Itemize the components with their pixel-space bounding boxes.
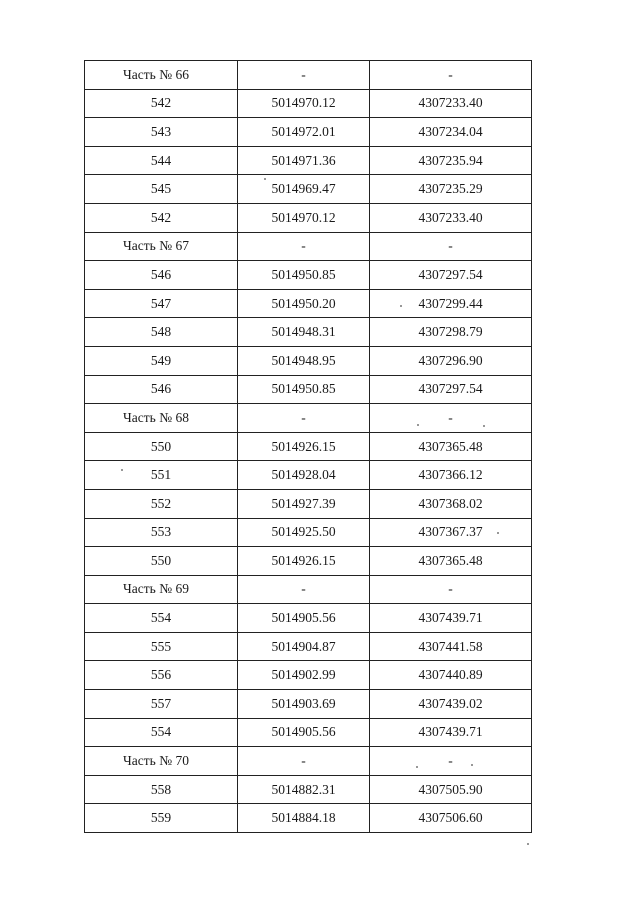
table-row — [85, 89, 532, 118]
table-row — [85, 690, 532, 719]
table-row — [85, 461, 532, 490]
part-header-row — [85, 232, 532, 261]
scan-speck — [264, 178, 266, 180]
coordinate-y: 4307299.44 — [370, 289, 532, 318]
point-number: 552 — [85, 489, 238, 518]
point-number: 558 — [85, 775, 238, 804]
coordinate-x: 5014950.85 — [238, 375, 370, 404]
table-row — [85, 175, 532, 204]
coordinate-x: 5014902.99 — [238, 661, 370, 690]
coordinate-x: - — [238, 747, 370, 776]
coordinate-x: 5014948.31 — [238, 318, 370, 347]
scan-speck — [527, 843, 529, 845]
coordinate-x: - — [238, 232, 370, 261]
coordinate-y: 4307367.37 — [370, 518, 532, 547]
table-row — [85, 632, 532, 661]
point-number: 559 — [85, 804, 238, 833]
table-row — [85, 661, 532, 690]
coordinates-table-body — [85, 61, 532, 833]
point-number: 546 — [85, 261, 238, 290]
table-row — [85, 289, 532, 318]
part-label: Часть № 68 — [85, 404, 238, 433]
point-number: 549 — [85, 346, 238, 375]
coordinate-y: 4307440.89 — [370, 661, 532, 690]
part-label: Часть № 70 — [85, 747, 238, 776]
point-number: 548 — [85, 318, 238, 347]
coordinate-y: 4307297.54 — [370, 375, 532, 404]
coordinate-y: 4307235.29 — [370, 175, 532, 204]
table-row — [85, 518, 532, 547]
scan-speck — [483, 425, 485, 427]
point-number: 547 — [85, 289, 238, 318]
table-row — [85, 203, 532, 232]
table-row — [85, 375, 532, 404]
coordinate-x: - — [238, 61, 370, 90]
coordinate-x: 5014905.56 — [238, 718, 370, 747]
point-number: 542 — [85, 89, 238, 118]
point-number: 557 — [85, 690, 238, 719]
point-number: 544 — [85, 146, 238, 175]
scan-speck — [400, 305, 402, 307]
point-number: 542 — [85, 203, 238, 232]
scan-speck — [416, 766, 418, 768]
table-row — [85, 432, 532, 461]
coordinate-x: 5014950.85 — [238, 261, 370, 290]
coordinate-x: 5014927.39 — [238, 489, 370, 518]
part-header-row — [85, 404, 532, 433]
point-number: 545 — [85, 175, 238, 204]
coordinate-y: 4307233.40 — [370, 203, 532, 232]
table-row — [85, 718, 532, 747]
coordinate-x: - — [238, 575, 370, 604]
coordinate-y: 4307234.04 — [370, 118, 532, 147]
part-header-row — [85, 61, 532, 90]
coordinate-x: 5014905.56 — [238, 604, 370, 633]
coordinate-x: 5014972.01 — [238, 118, 370, 147]
coordinate-x: 5014925.50 — [238, 518, 370, 547]
coordinate-y: 4307441.58 — [370, 632, 532, 661]
part-header-row — [85, 575, 532, 604]
table-row — [85, 318, 532, 347]
coordinate-y: 4307506.60 — [370, 804, 532, 833]
coordinate-y: - — [370, 61, 532, 90]
coordinate-y: 4307368.02 — [370, 489, 532, 518]
coordinate-y: 4307439.02 — [370, 690, 532, 719]
coordinate-x: 5014928.04 — [238, 461, 370, 490]
coordinate-y: - — [370, 404, 532, 433]
coordinate-y: 4307296.90 — [370, 346, 532, 375]
table-row — [85, 775, 532, 804]
coordinate-x: 5014970.12 — [238, 89, 370, 118]
coordinate-y: 4307233.40 — [370, 89, 532, 118]
part-label: Часть № 67 — [85, 232, 238, 261]
coordinate-x: - — [238, 404, 370, 433]
coordinate-x: 5014904.87 — [238, 632, 370, 661]
coordinate-x: 5014903.69 — [238, 690, 370, 719]
coordinate-x: 5014971.36 — [238, 146, 370, 175]
point-number: 553 — [85, 518, 238, 547]
point-number: 554 — [85, 718, 238, 747]
table-row — [85, 489, 532, 518]
table-row — [85, 118, 532, 147]
coordinate-y: 4307298.79 — [370, 318, 532, 347]
point-number: 554 — [85, 604, 238, 633]
table-row — [85, 146, 532, 175]
table-row — [85, 346, 532, 375]
scan-speck — [121, 469, 123, 471]
point-number: 546 — [85, 375, 238, 404]
coordinate-x: 5014884.18 — [238, 804, 370, 833]
coordinate-y: - — [370, 575, 532, 604]
coordinates-table — [84, 60, 532, 833]
coordinate-x: 5014926.15 — [238, 432, 370, 461]
coordinate-y: 4307366.12 — [370, 461, 532, 490]
table-row — [85, 547, 532, 576]
coordinate-y: 4307439.71 — [370, 604, 532, 633]
coordinate-y: 4307505.90 — [370, 775, 532, 804]
coordinate-x: 5014926.15 — [238, 547, 370, 576]
coordinate-x: 5014970.12 — [238, 203, 370, 232]
scan-speck — [417, 424, 419, 426]
point-number: 550 — [85, 432, 238, 461]
coordinate-y: 4307235.94 — [370, 146, 532, 175]
coordinate-y: 4307297.54 — [370, 261, 532, 290]
part-header-row — [85, 747, 532, 776]
part-label: Часть № 69 — [85, 575, 238, 604]
coordinate-x: 5014948.95 — [238, 346, 370, 375]
point-number: 550 — [85, 547, 238, 576]
coordinate-y: 4307439.71 — [370, 718, 532, 747]
table-row — [85, 261, 532, 290]
coordinate-x: 5014969.47 — [238, 175, 370, 204]
point-number: 556 — [85, 661, 238, 690]
scan-speck — [471, 764, 473, 766]
coordinate-y: - — [370, 232, 532, 261]
part-label: Часть № 66 — [85, 61, 238, 90]
point-number: 555 — [85, 632, 238, 661]
point-number: 543 — [85, 118, 238, 147]
scan-speck — [497, 532, 499, 534]
table-row — [85, 804, 532, 833]
point-number: 551 — [85, 461, 238, 490]
coordinate-x: 5014950.20 — [238, 289, 370, 318]
coordinate-y: 4307365.48 — [370, 547, 532, 576]
coordinate-y: - — [370, 747, 532, 776]
table-row — [85, 604, 532, 633]
coordinate-y: 4307365.48 — [370, 432, 532, 461]
coordinate-x: 5014882.31 — [238, 775, 370, 804]
